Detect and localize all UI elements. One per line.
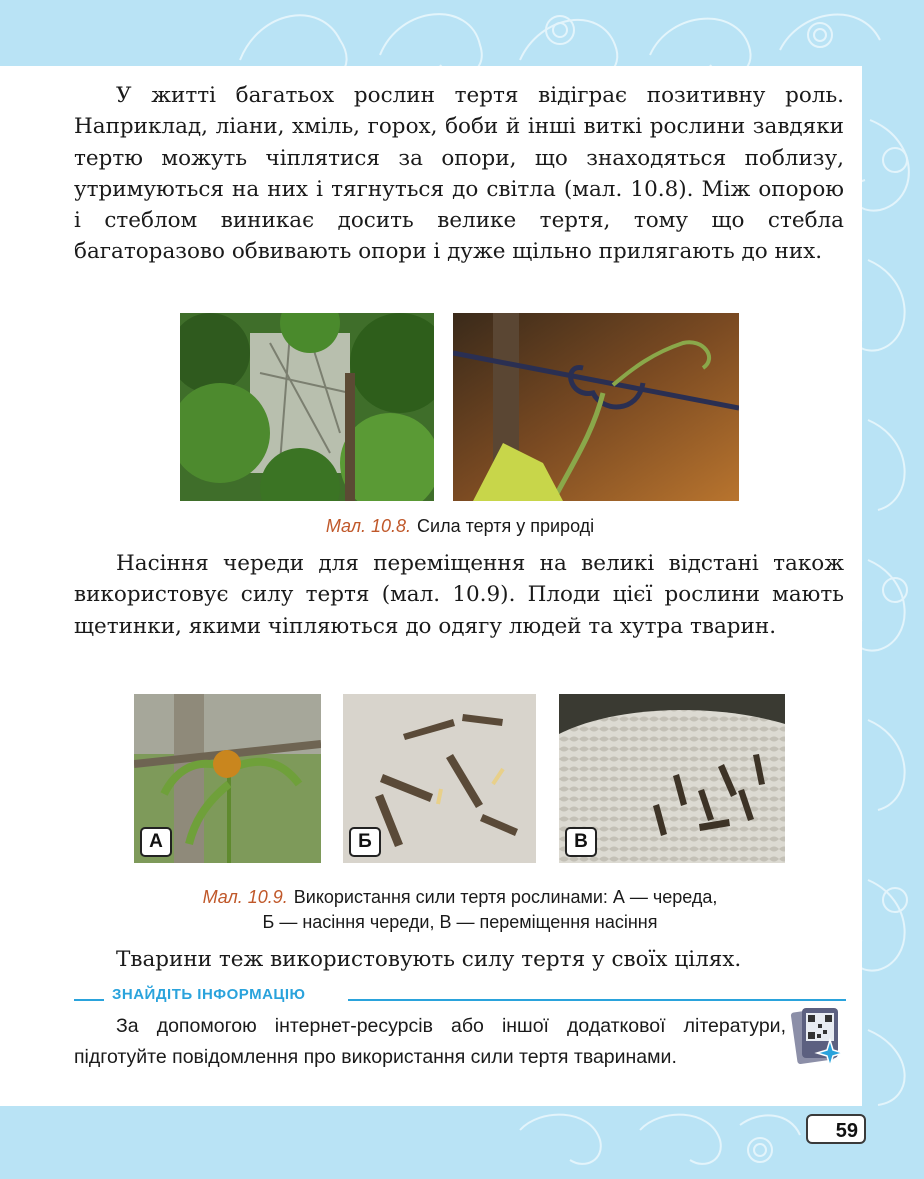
figure-label-b: Б [349,827,381,857]
figure-10-8-prefix: Мал. 10.8. [325,516,412,536]
qr-code-book-icon [790,1004,846,1068]
find-info-title: ЗНАЙДІТЬ ІНФОРМАЦІЮ [112,986,306,1003]
figure-10-8-caption [180,516,740,537]
figure-label-v: В [565,827,597,857]
figure-10-9-prefix: Мал. 10.9. [202,887,288,907]
photo-seeds-on-fabric [559,694,785,863]
photo-tendril-on-wire [453,313,739,501]
photo-vines-on-trees [180,313,434,501]
paragraph-plants-friction: У житті багатьох рослин тертя відіграє позитивну роль. Наприклад, ліани, хміль, горох, боби й інші виткі рослини завдяки тертю можуть чіплятися за опори, що знаходяться поблизу, утримуються на них і тягнуться до світла (мал. 10.8). Між опорою і стеблом виникає досить велике тертя, тому що стебла багаторазово обвивають опори і дуже щільно прилягають до них. [74,83,844,265]
figure-10-9-text-1: Використання сили тертя рослинами: А — череда, [293,887,718,907]
figure-10-9-caption [120,885,800,935]
header-rule-left [74,999,104,1001]
figure-10-8-text: Сила тертя у природі [417,516,595,536]
paragraph-animals-friction: Тварини теж використовують силу тертя у своїх цілях. [116,947,742,972]
find-info-text: За допомогою інтернет-ресурсів або іншої додаткової літератури, підготуйте повідомлення про використання сили тертя тваринами. [74,1015,786,1068]
find-info-header [74,986,846,1006]
figure-label-a: А [140,827,172,857]
page-number: 59 [806,1114,866,1144]
figure-10-9-caption-line-2: Б — насіння череди, В — переміщення насіння [262,912,658,932]
paragraph-seeds-friction: Насіння череди для переміщення на великі відстані також використовує силу тертя (мал. 10.9). Плоди цієї рослини мають щетинки, якими чіпляються до одягу людей та хутра тварин. [74,551,844,639]
figure-10-9-caption-line-1 [120,885,800,910]
photo-bidens-plant [134,694,321,863]
photo-bidens-seeds [343,694,536,863]
header-rule-right [348,999,846,1001]
